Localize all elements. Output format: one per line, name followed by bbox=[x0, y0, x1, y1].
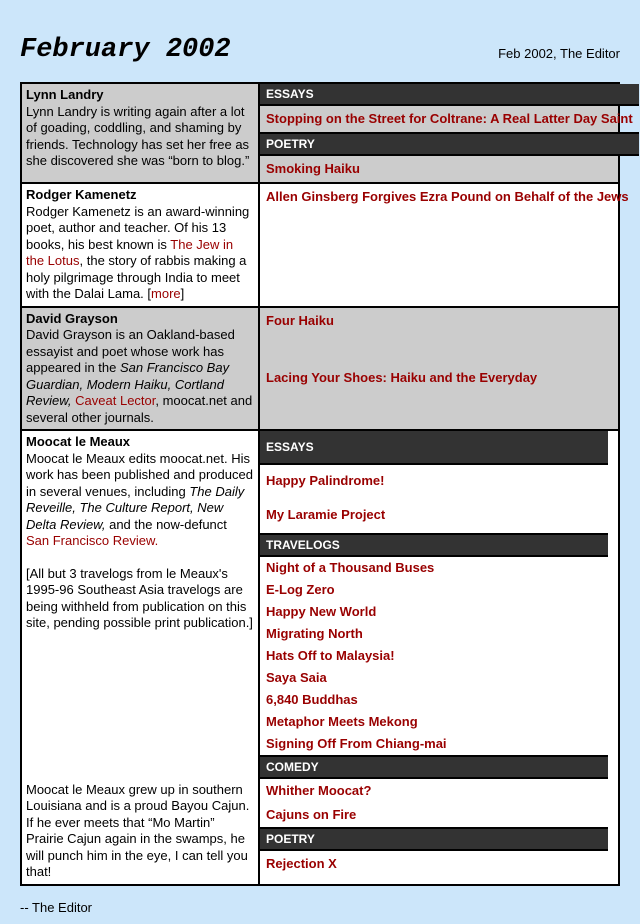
bio-text: Rodger Kamenetz is an award-winning poet, author and teacher. Of his 13 books, his best known is bbox=[26, 203, 250, 252]
bio-text: David Grayson is an Oakland-based essayist and poet whose work has appeared in the bbox=[26, 327, 235, 376]
author-bio bbox=[26, 327, 253, 426]
bio-text: , the story of rabbis making a holy pilgrimage through India to meet with the Dalai Lama. [ bbox=[26, 253, 247, 302]
author-row-david-grayson bbox=[22, 308, 618, 432]
section-links-poetry bbox=[260, 851, 608, 884]
section-header-travelogs: TRAVELOGS bbox=[260, 535, 608, 557]
link-6840-buddhas[interactable]: 6,840 Buddhas bbox=[266, 692, 358, 708]
author-bio-cajun bbox=[26, 782, 253, 881]
works-cell-rodger-kamenetz bbox=[260, 184, 640, 306]
link-four-haiku[interactable]: Four Haiku bbox=[266, 312, 334, 328]
bio-text: and the now-defunct bbox=[105, 516, 227, 532]
section-links bbox=[260, 308, 608, 430]
section-links-comedy bbox=[260, 779, 608, 829]
section-header-essays: ESSAYS bbox=[260, 431, 608, 465]
author-name: Rodger Kamenetz bbox=[26, 187, 137, 203]
author-name: Moocat le Meaux bbox=[26, 434, 131, 450]
author-name: Lynn Landry bbox=[26, 87, 104, 103]
section-header-poetry: POETRY bbox=[260, 829, 608, 851]
masthead bbox=[20, 36, 620, 64]
bio-text: ] bbox=[180, 286, 185, 302]
issue-date-label: Feb 2002, The Editor bbox=[498, 46, 620, 62]
link-cajuns-on-fire[interactable]: Cajuns on Fire bbox=[266, 807, 357, 823]
author-row-rodger-kamenetz bbox=[22, 184, 629, 308]
bio-cell-david-grayson bbox=[22, 308, 260, 430]
bio-text: , moocat.net and several other journals. bbox=[26, 393, 253, 425]
link-happy-new-world[interactable]: Happy New World bbox=[266, 604, 377, 620]
section-header-poetry: POETRY bbox=[260, 134, 639, 156]
bio-cell-rodger-kamenetz bbox=[22, 184, 260, 306]
section-header-comedy: COMEDY bbox=[260, 757, 608, 779]
section-links-travelogs bbox=[260, 557, 608, 757]
bio-text: Moocat le Meaux grew up in southern Louisiana and is a proud Bayou Cajun. If he ever meets that “Mo Martin” Prairie Cajun again in the swamps, he will punch him in the eye, I can tell you that! bbox=[26, 781, 250, 880]
works-cell-lynn-landry bbox=[260, 84, 640, 182]
editor-signature: -- The Editor bbox=[20, 899, 93, 915]
author-bio-note bbox=[26, 566, 253, 632]
author-bio bbox=[26, 204, 253, 303]
link-saya-saia[interactable]: Saya Saia bbox=[266, 670, 327, 686]
link-happy-palindrome[interactable]: Happy Palindrome! bbox=[266, 473, 385, 489]
contents-table bbox=[20, 82, 633, 886]
link-allen-ginsberg-forgives[interactable]: Allen Ginsberg Forgives Ezra Pound on Behalf of the Jews bbox=[266, 189, 629, 205]
section-header-essays: ESSAYS bbox=[260, 84, 639, 106]
link-metaphor-meets-mekong[interactable]: Metaphor Meets Mekong bbox=[266, 714, 418, 730]
link-rejection-x[interactable]: Rejection X bbox=[266, 856, 337, 872]
author-bio bbox=[26, 451, 253, 550]
issue-page bbox=[0, 36, 640, 915]
author-name: David Grayson bbox=[26, 310, 118, 326]
bio-journal-names: The Daily Reveille, The Culture Report, New Delta Review, bbox=[26, 483, 245, 532]
bio-text: [All but 3 travelogs from le Meaux's 1995-96 Southeast Asia travelogs are being withheld from publication on this site, pending possible print publication.] bbox=[26, 565, 253, 631]
link-migrating-north[interactable]: Migrating North bbox=[266, 626, 363, 642]
link-signing-off-from-chiang-mai[interactable]: Signing Off From Chiang-mai bbox=[266, 736, 447, 752]
link-smoking-haiku[interactable]: Smoking Haiku bbox=[266, 161, 360, 177]
link-my-laramie-project[interactable]: My Laramie Project bbox=[266, 507, 386, 523]
link-e-log-zero[interactable]: E-Log Zero bbox=[266, 582, 335, 598]
link-lacing-your-shoes[interactable]: Lacing Your Shoes: Haiku and the Everyday bbox=[266, 369, 538, 385]
section-links-essays bbox=[260, 106, 639, 134]
page-title: February 2002 bbox=[20, 35, 231, 65]
link-night-of-a-thousand-buses[interactable]: Night of a Thousand Buses bbox=[266, 560, 435, 576]
inline-link-san-francisco-review[interactable]: San Francisco Review. bbox=[26, 533, 159, 549]
bio-text: Lynn Landry is writing again after a lot of goading, coddling, and shaming by friends. Technology has set her free as she discovered she was “born to blog.” bbox=[26, 103, 250, 169]
bio-text: Moocat le Meaux edits moocat.net. His work has been published and produced in several venues, including bbox=[26, 450, 253, 499]
link-stopping-on-the-street[interactable]: Stopping on the Street for Coltrane: A Real Latter Day Saint bbox=[266, 111, 633, 127]
bio-journal-names: San Francisco Bay Guardian, Modern Haiku, Cortland Review, bbox=[26, 360, 230, 409]
link-whither-moocat[interactable]: Whither Moocat? bbox=[266, 783, 372, 799]
link-hats-off-to-malaysia[interactable]: Hats Off to Malaysia! bbox=[266, 648, 395, 664]
author-bio bbox=[26, 104, 253, 170]
section-links-essays bbox=[260, 465, 608, 535]
section-links bbox=[260, 184, 635, 306]
works-cell-david-grayson bbox=[260, 308, 618, 430]
inline-link-jew-in-the-lotus[interactable]: The Jew in the Lotus bbox=[26, 236, 234, 269]
bio-cell-moocat-le-meaux bbox=[22, 431, 260, 884]
author-row-moocat-le-meaux bbox=[22, 431, 618, 884]
section-links-poetry bbox=[260, 156, 639, 182]
author-row-lynn-landry bbox=[22, 84, 633, 184]
inline-link-more[interactable]: more bbox=[151, 286, 181, 302]
inline-link-caveat-lector[interactable]: Caveat Lector bbox=[75, 393, 156, 409]
works-cell-moocat-le-meaux bbox=[260, 431, 618, 884]
bio-cell-lynn-landry bbox=[22, 84, 260, 182]
